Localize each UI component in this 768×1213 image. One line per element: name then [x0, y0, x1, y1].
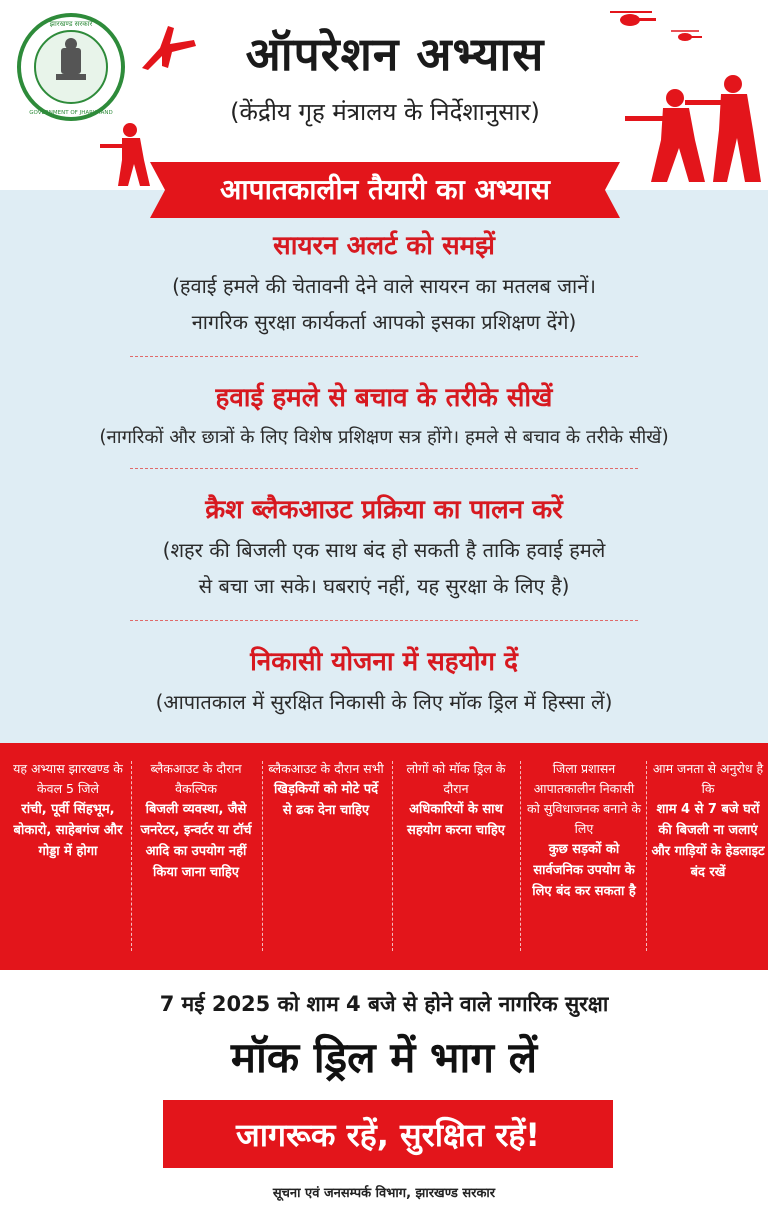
- section-line: (नागरिकों और छात्रों के लिए विशेष प्रशिक्षण सत्र होंगे। हमले से बचाव के तरीके सीखें): [99, 427, 669, 448]
- info-column: [526, 759, 642, 902]
- section-body-air-raid: [10, 420, 758, 456]
- info-column: [650, 759, 766, 883]
- section-body-blackout: [20, 532, 748, 604]
- info-column-text: आम जनता से अनुरोध है कि: [652, 761, 764, 796]
- info-column-highlight: शाम 4 से 7 बजे घरों की बिजली ना जलाएं और गाड़ियों के हेडलाइट बंद रखें: [651, 802, 765, 880]
- section-line: नागरिक सुरक्षा कार्यकर्ता आपको इसका प्रशिक्षण देंगे): [191, 310, 577, 334]
- info-column-text: लोगों को मॉक ड्रिल के दौरान: [406, 761, 506, 796]
- column-divider: [262, 761, 263, 951]
- dashed-divider: [130, 620, 638, 621]
- column-divider: [392, 761, 393, 951]
- dashed-divider: [130, 468, 638, 469]
- section-body-evacuation: [20, 684, 748, 720]
- poster-title: ऑपरेशन अभ्यास: [245, 27, 545, 81]
- poster-subtitle: (केंद्रीय गृह मंत्रालय के निर्देशानुसार): [230, 98, 540, 126]
- info-column-text: ब्लैकआउट के दौरान सभी: [268, 761, 384, 776]
- section-title-air-raid: हवाई हमले से बचाव के तरीके सीखें: [215, 383, 553, 413]
- section-title-blackout: क्रैश ब्लैकआउट प्रक्रिया का पालन करें: [205, 495, 563, 525]
- column-divider: [131, 761, 132, 951]
- info-column-highlight: रांची, पूर्वी सिंहभूम, बोकारो, साहेबगंज और गोड्डा में होगा: [13, 802, 123, 859]
- info-column-text: यह अभ्यास झारखण्ड के केवल 5 जिले: [13, 761, 123, 796]
- section-body-siren: [20, 268, 748, 340]
- section-line: से बचा जा सके। घबराएं नहीं, यह सुरक्षा के लिए है): [198, 574, 570, 598]
- soldiers-group-icon: [615, 70, 765, 190]
- dashed-divider: [130, 356, 638, 357]
- info-column-highlight: बिजली व्यवस्था, जैसे जनरेटर, इन्वर्टर या टॉर्च आदि का उपयोग नहीं किया जाना चाहिए: [140, 802, 252, 880]
- poster-header: [0, 0, 768, 185]
- info-column: [268, 759, 384, 821]
- section-line: (हवाई हमले की चेतावनी देने वाले सायरन का मतलब जानें।: [172, 274, 596, 298]
- helicopter-icon: [665, 28, 705, 44]
- jharkhand-emblem-logo: [16, 12, 126, 122]
- column-divider: [520, 761, 521, 951]
- slogan-text: जागरूक रहें, सुरक्षित रहें!: [235, 1116, 540, 1154]
- column-divider: [646, 761, 647, 951]
- mock-drill-callout: मॉक ड्रिल में भाग लें: [230, 1033, 538, 1082]
- info-column-highlight: कुछ सड़कों को सार्वजनिक उपयोग के लिए बंद कर सकता है: [532, 842, 636, 899]
- svg-text:GOVERNMENT OF JHARKHAND: GOVERNMENT OF JHARKHAND: [29, 110, 113, 116]
- department-credit: सूचना एवं जनसम्पर्क विभाग, झारखण्ड सरकार: [272, 1186, 496, 1201]
- info-column: [138, 759, 254, 883]
- instructions-panel: [0, 190, 768, 743]
- info-column-text: ब्लैकआउट के दौरान वैकल्पिक: [150, 761, 242, 796]
- svg-text:झारखण्ड सरकार: झारखण्ड सरकार: [49, 20, 93, 28]
- section-title-evacuation: निकासी योजना में सहयोग दें: [250, 647, 518, 677]
- section-line: (शहर की बिजली एक साथ बंद हो सकती है ताकि हवाई हमले: [162, 538, 606, 562]
- info-column-highlight: खिड़कियों को मोटे पर्दे से ढक देना चाहिए: [273, 782, 379, 818]
- info-column: [398, 759, 514, 841]
- info-strip: [0, 743, 768, 970]
- section-line: (आपातकाल में सुरक्षित निकासी के लिए मॉक ड्रिल में हिस्सा लें): [155, 690, 613, 714]
- info-column: [10, 759, 126, 862]
- section-title-siren: सायरन अलर्ट को समझें: [273, 231, 495, 261]
- event-date-line: 7 मई 2025 को शाम 4 बजे से होने वाले नागरिक सुरक्षा: [159, 992, 609, 1016]
- headline-banner-text: आपातकालीन तैयारी का अभ्यास: [220, 173, 550, 206]
- info-column-highlight: अधिकारियों के साथ सहयोग करना चाहिए: [407, 802, 505, 838]
- info-column-text: जिला प्रशासन आपातकालीन निकासी को सुविधाजनक बनाने के लिए: [527, 761, 641, 836]
